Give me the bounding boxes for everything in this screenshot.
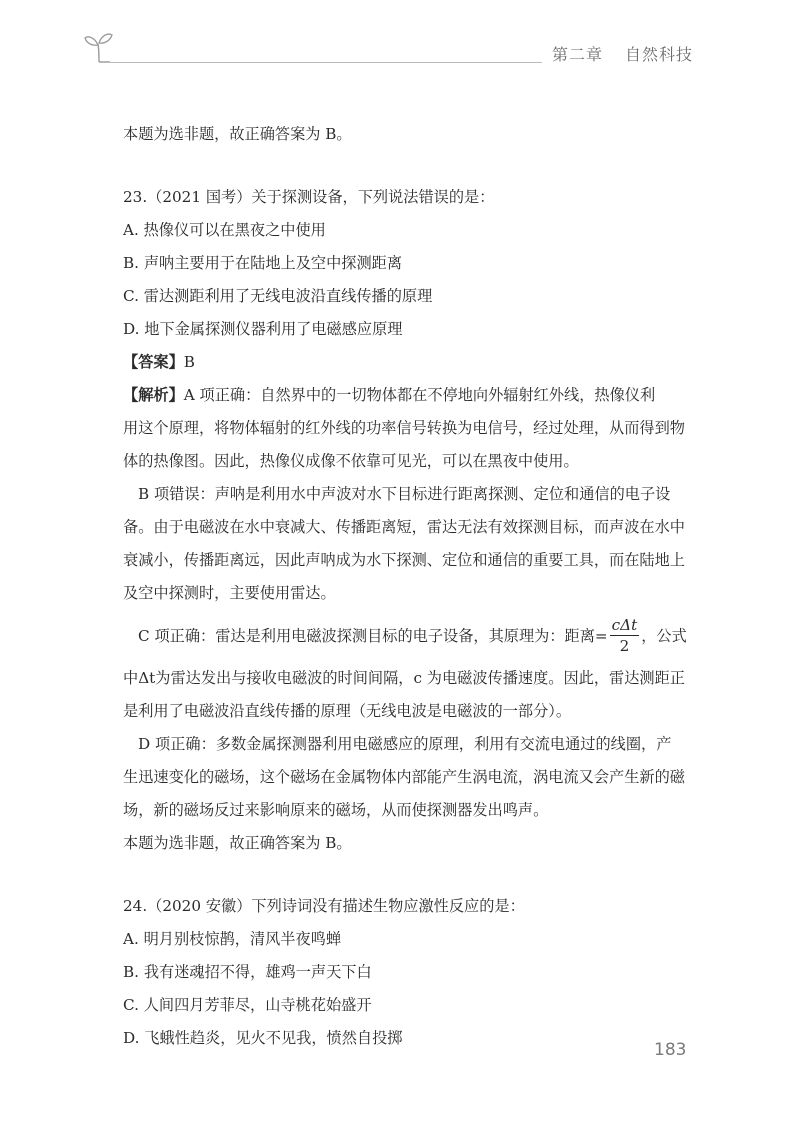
option-a: A. 明月别枝惊鹊，清风半夜鸣蝉: [123, 930, 342, 948]
option-b: B. 我有迷魂招不得，雄鸡一声天下白: [123, 963, 372, 981]
analysis-a-text: A 项正确：自然界中的一切物体都在不停地向外辐射红外线，热像仪利: [183, 386, 656, 404]
option-a: A. 热像仪可以在黑夜之中使用: [123, 221, 326, 239]
option-d: D. 地下金属探测仪器利用了电磁感应原理: [123, 320, 403, 338]
option-c: C. 人间四月芳菲尽，山寺桃花始盛开: [123, 996, 372, 1014]
header-rule: [110, 62, 542, 63]
analysis-b-line-2: 备。由于电磁波在水中衰减大、传播距离短，雷达无法有效探测目标，而声波在水中: [123, 518, 685, 536]
analysis-c-tail: ，公式: [641, 627, 687, 645]
fraction-denominator: 2: [619, 636, 630, 655]
answer-label: 【答案】: [123, 353, 184, 371]
analysis-label: 【解析】: [123, 386, 184, 404]
analysis-a-line-3: 体的热像图。因此，热像仪成像不依靠可见光，可以在黑夜中使用。: [123, 452, 579, 470]
question-stem: 23.（2021 国考）关于探测设备，下列说法错误的是：: [123, 188, 495, 206]
page-header: [0, 0, 800, 80]
analysis-a-line-1: [123, 379, 695, 412]
analysis-b-line-3: 衰减小，传播距离远，因此声呐成为水下探测、定位和通信的重要工具，而在陆地上: [123, 551, 685, 569]
distance-fraction: [610, 615, 640, 656]
analysis-d-line-2: 生迅速变化的磁场，这个磁场在金属物体内部能产生涡电流，涡电流又会产生新的磁: [123, 768, 685, 786]
analysis-d-line-1: D 项正确：多数金属探测器利用电磁感应的原理，利用有交流电通过的线圈，产: [138, 735, 672, 753]
question-24: [123, 890, 695, 1055]
page-body: [123, 118, 695, 1055]
analysis-c-text: C 项正确：雷达是利用电磁波探测目标的电子设备，其原理为：距离=: [138, 627, 608, 645]
page-number: 183: [654, 1040, 687, 1060]
analysis-a-line-2: 用这个原理，将物体辐射的红外线的功率信号转换为电信号，经过处理，从而得到物: [123, 419, 685, 437]
analysis-c-line-1: [123, 610, 695, 662]
prev-conclusion: 本题为选非题，故正确答案为 B。: [123, 125, 352, 143]
analysis-b-line-4: 及空中探测时，主要使用雷达。: [123, 584, 336, 602]
option-d: D. 飞蛾性趋炎，见火不见我，愤然自投掷: [123, 1029, 403, 1047]
analysis-b-line-1: B 项错误：声呐是利用水中声波对水下目标进行距离探测、定位和通信的电子设: [138, 485, 671, 503]
option-c: C. 雷达测距利用了无线电波沿直线传播的原理: [123, 287, 433, 305]
analysis-c-line-3: 是利用了电磁波沿直线传播的原理（无线电波是电磁波的一部分）。: [123, 702, 572, 720]
sprout-leaf-icon: [84, 30, 114, 64]
question-23: [123, 181, 695, 860]
analysis-d-line-3: 场，新的磁场反过来影响原来的磁场，从而使探测器发出鸣声。: [123, 801, 549, 819]
fraction-numerator: cΔt: [611, 615, 638, 634]
chapter-heading: [552, 42, 693, 65]
analysis-c-line-2: 中Δt为雷达发出与接收电磁波的时间间隔，c 为电磁波传播速度。因此，雷达测距正: [123, 669, 685, 687]
option-b: B. 声呐主要用于在陆地上及空中探测距离: [123, 254, 403, 272]
question-stem: 24.（2020 安徽）下列诗词没有描述生物应激性反应的是：: [123, 897, 525, 915]
conclusion: 本题为选非题，故正确答案为 B。: [123, 834, 352, 852]
chapter-number: 第二章: [552, 45, 604, 64]
answer-value: B: [183, 353, 195, 371]
chapter-title: 自然科技: [625, 45, 694, 64]
answer-line: [123, 346, 695, 379]
